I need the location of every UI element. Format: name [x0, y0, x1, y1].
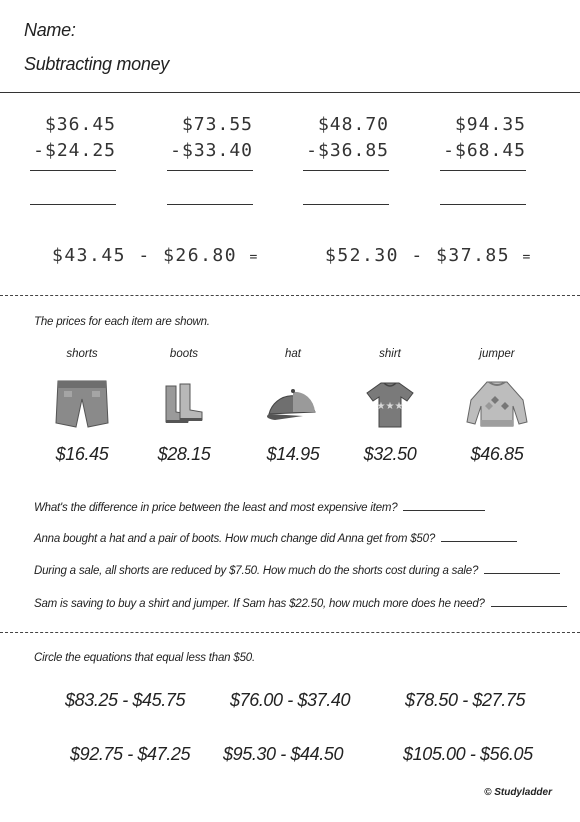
- item-label: hat: [285, 348, 301, 360]
- question-4: [34, 596, 567, 610]
- item-label: shirt: [379, 348, 401, 360]
- answer-line: [440, 170, 526, 171]
- question-text: What's the difference in price between the least and most expensive item?: [34, 502, 398, 514]
- operand-a: $43.45: [52, 245, 127, 266]
- item-price: $16.45: [55, 444, 109, 464]
- answer-line: [30, 170, 116, 171]
- item-hat: [248, 348, 338, 465]
- circle-intro: Circle the equations that equal less than $50.: [34, 652, 255, 664]
- item-label: shorts: [66, 348, 98, 360]
- prices-intro: The prices for each item are shown.: [34, 316, 210, 328]
- minuend: $73.55: [181, 114, 253, 135]
- copyright-notice: © Studyladder: [484, 787, 552, 798]
- inline-equation-1: [52, 245, 259, 266]
- item-price: $28.15: [157, 444, 211, 464]
- section-divider-2: [0, 632, 580, 633]
- subtraction-problem-1: [30, 112, 116, 164]
- question-text: During a sale, all shorts are reduced by $7.50. How much do the shorts cost during a sale?: [34, 565, 479, 577]
- header-divider: [0, 92, 580, 93]
- question-2: [34, 531, 517, 545]
- tshirt-icon: [345, 364, 435, 444]
- circle-equation[interactable]: $92.75 - $47.25: [70, 744, 191, 764]
- answer-blank[interactable]: [167, 204, 253, 205]
- question-1: [34, 500, 485, 514]
- answer-blank[interactable]: [484, 563, 560, 574]
- subtraction-problem-3: [303, 112, 389, 164]
- answer-line: [167, 170, 253, 171]
- boots-icon: [139, 364, 229, 444]
- inline-equation-2: [325, 245, 532, 266]
- minus-sign: -: [138, 245, 151, 266]
- item-label: jumper: [479, 348, 515, 360]
- answer-blank[interactable]: [30, 204, 116, 205]
- item-jumper: [452, 348, 542, 465]
- subtrahend: -$24.25: [33, 140, 116, 161]
- item-label: boots: [169, 348, 199, 360]
- answer-blank[interactable]: [441, 531, 517, 542]
- item-price: $14.95: [266, 444, 320, 464]
- section-divider-1: [0, 295, 580, 296]
- subtrahend: -$36.85: [306, 140, 389, 161]
- worksheet-title: Subtracting money: [24, 54, 169, 74]
- subtraction-problem-4: [440, 112, 526, 164]
- equals-sign: =: [249, 250, 259, 265]
- operand-b: $26.80: [163, 245, 238, 266]
- minuend: $36.45: [44, 114, 116, 135]
- subtrahend: -$68.45: [443, 140, 526, 161]
- minuend: $94.35: [454, 114, 526, 135]
- item-boots: [139, 348, 229, 465]
- question-text: Sam is saving to buy a shirt and jumper. If Sam has $22.50, how much more does he need?: [34, 598, 485, 610]
- item-shirt: [345, 348, 435, 465]
- answer-blank[interactable]: [491, 596, 567, 607]
- minus-sign: -: [411, 245, 424, 266]
- name-label: Name:: [24, 20, 76, 40]
- shorts-icon: [37, 364, 127, 444]
- circle-equation[interactable]: $76.00 - $37.40: [230, 690, 351, 710]
- question-text: Anna bought a hat and a pair of boots. How much change did Anna get from $50?: [34, 533, 436, 545]
- operand-a: $52.30: [325, 245, 400, 266]
- circle-equation[interactable]: $95.30 - $44.50: [223, 744, 344, 764]
- circle-equation[interactable]: $78.50 - $27.75: [405, 690, 526, 710]
- equals-sign: =: [522, 250, 532, 265]
- answer-line: [303, 170, 389, 171]
- subtraction-problem-2: [167, 112, 253, 164]
- subtrahend: -$33.40: [170, 140, 253, 161]
- question-3: [34, 563, 560, 577]
- operand-b: $37.85: [436, 245, 511, 266]
- item-price: $32.50: [363, 444, 417, 464]
- answer-blank[interactable]: [440, 204, 526, 205]
- circle-equation[interactable]: $83.25 - $45.75: [65, 690, 186, 710]
- item-shorts: [37, 348, 127, 465]
- answer-blank[interactable]: [303, 204, 389, 205]
- sweater-icon: [452, 364, 542, 444]
- svg-text:★★★: ★★★: [376, 401, 404, 412]
- answer-blank[interactable]: [403, 500, 485, 511]
- cap-icon: [248, 364, 338, 444]
- item-price: $46.85: [470, 444, 524, 464]
- minuend: $48.70: [317, 114, 389, 135]
- circle-equation[interactable]: $105.00 - $56.05: [403, 744, 533, 764]
